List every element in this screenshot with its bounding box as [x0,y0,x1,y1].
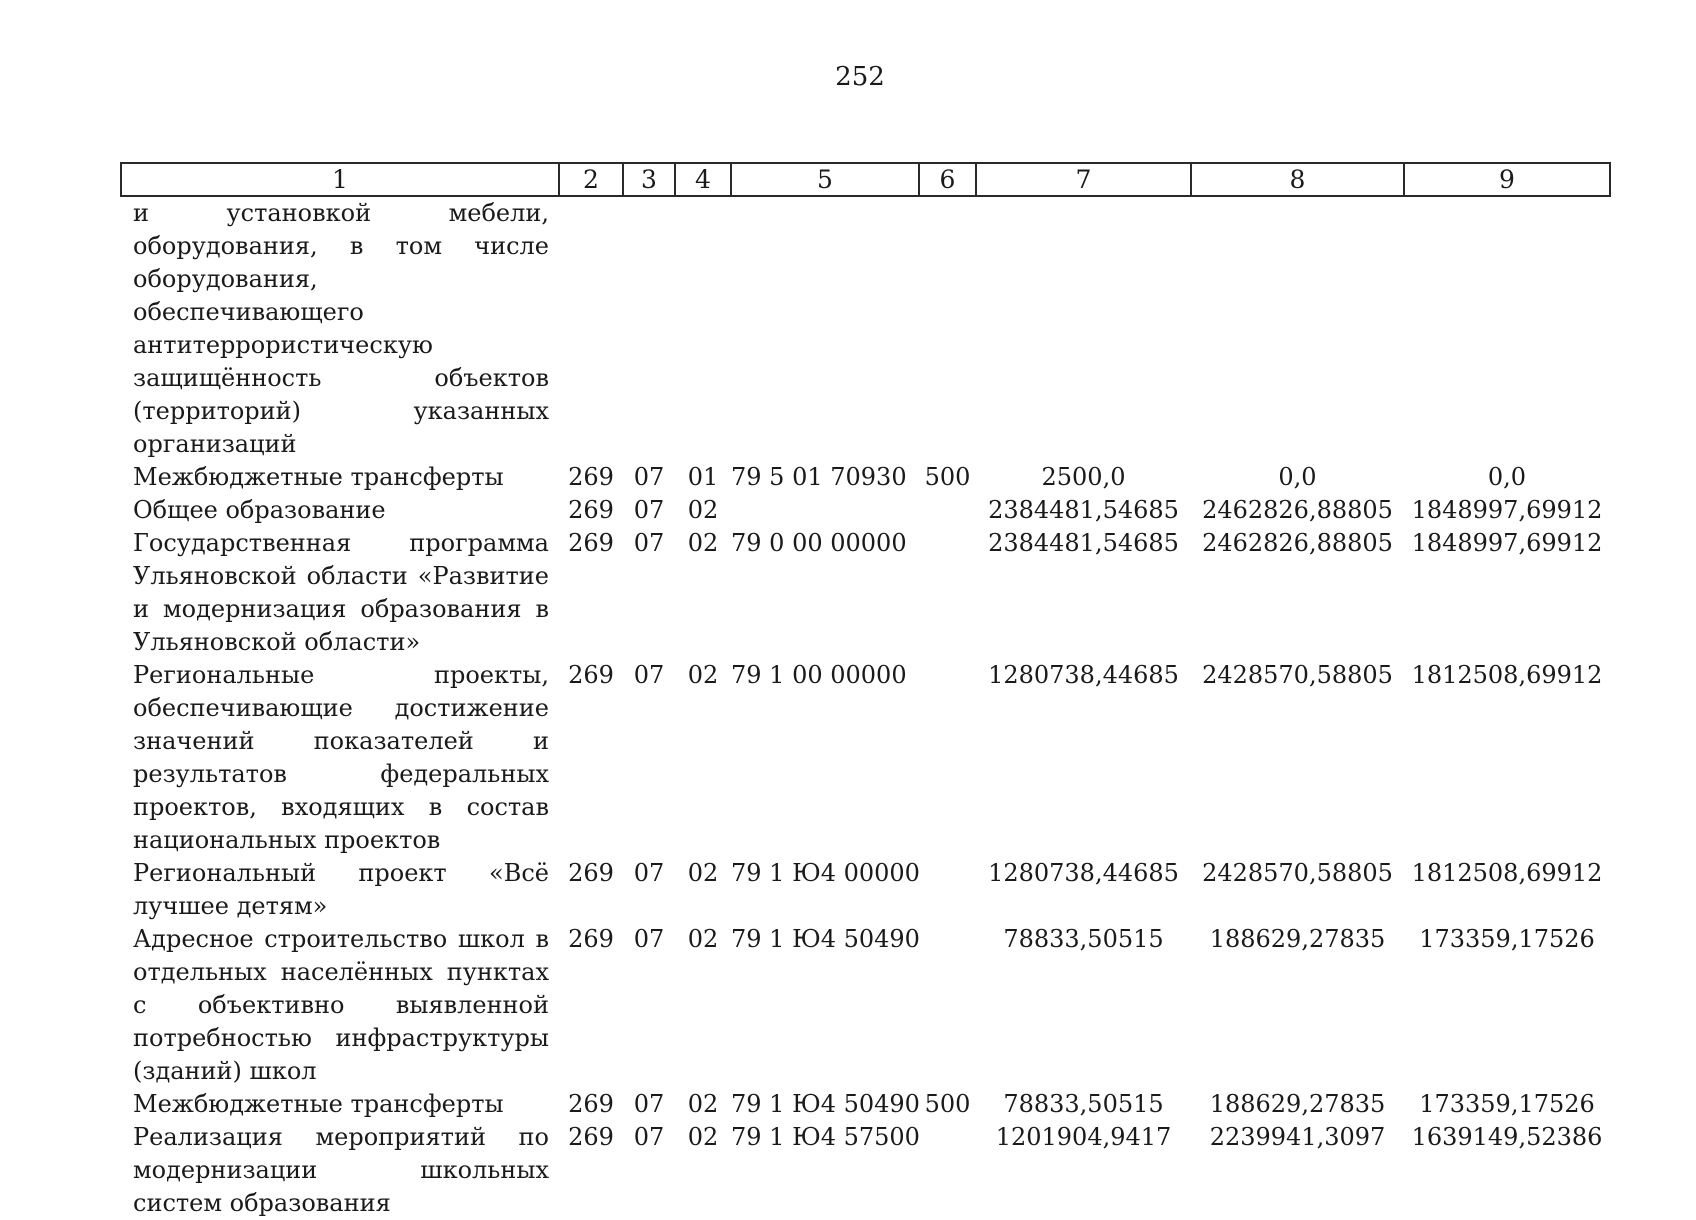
cell-expense-type [919,1121,976,1220]
cell-section [623,196,675,461]
table-row [121,1088,1610,1121]
cell-amount-9: 1848997,69912 [1411,496,1603,524]
cell-amount-9: 1812508,69912 [1411,661,1603,689]
cell-amount-8 [1191,196,1404,461]
table-row [121,196,1610,461]
row-name: Общее образование [133,496,386,524]
cell-chapter: 269 [568,496,614,524]
cell-amount-8: 2239941,3097 [1209,1123,1386,1151]
column-header-9: 9 [1404,163,1610,196]
table-row [121,923,1610,1088]
cell-amount-8: 2462826,88805 [1202,496,1393,524]
row-name: и установкой мебели, оборудования, в том числе оборудования, обеспечивающего антитеррористическую защищённость объектов (территорий) указанных организаций [133,199,549,458]
column-header-7: 7 [976,163,1191,196]
cell-target-code: 79 1 00 00000 [731,661,907,689]
table-row [121,494,1610,527]
budget-table [120,162,1611,1220]
cell-expense-type [919,527,976,659]
cell-amount-9: 173359,17526 [1419,925,1595,953]
column-header-5: 5 [731,163,919,196]
cell-amount-9: 0,0 [1487,463,1527,491]
cell-expense-type: 500 [924,1090,971,1118]
cell-chapter: 269 [568,661,614,689]
cell-subsection: 02 [687,859,719,887]
cell-target-code [731,196,919,461]
cell-subsection: 01 [687,463,719,491]
table-row [121,1121,1610,1220]
cell-section: 07 [633,925,665,953]
cell-amount-8: 2462826,88805 [1202,529,1393,557]
cell-chapter: 269 [568,529,614,557]
cell-amount-7: 1280738,44685 [988,661,1179,689]
cell-section: 07 [633,859,665,887]
cell-amount-7: 2384481,54685 [988,529,1179,557]
cell-chapter: 269 [568,1123,614,1151]
column-header-4: 4 [675,163,731,196]
cell-expense-type [919,494,976,527]
column-number-row [121,163,1610,196]
cell-chapter: 269 [568,925,614,953]
cell-amount-8: 2428570,58805 [1202,661,1393,689]
cell-amount-8: 2428570,58805 [1202,859,1393,887]
cell-amount-7 [976,196,1191,461]
cell-amount-8: 188629,27835 [1209,925,1386,953]
cell-target-code: 79 1 Ю4 57500 [731,1123,920,1151]
cell-amount-9: 1639149,52386 [1411,1123,1603,1151]
cell-amount-9: 1812508,69912 [1411,859,1603,887]
cell-amount-7: 78833,50515 [1003,1090,1164,1118]
cell-section: 07 [633,1090,665,1118]
row-name: Реализация мероприятий по модернизации школьных систем образования [133,1123,549,1217]
cell-amount-8: 0,0 [1278,463,1317,491]
column-header-2: 2 [559,163,623,196]
cell-section: 07 [633,529,665,557]
cell-amount-7: 78833,50515 [1003,925,1164,953]
cell-section: 07 [633,661,665,689]
cell-subsection: 02 [687,529,719,557]
cell-expense-type [919,659,976,857]
row-name: Межбюджетные трансферты [133,1090,504,1118]
cell-expense-type: 500 [924,463,971,491]
cell-amount-8: 188629,27835 [1209,1090,1386,1118]
cell-section: 07 [633,496,665,524]
cell-amount-7: 2384481,54685 [988,496,1179,524]
cell-expense-type [919,196,976,461]
cell-subsection: 02 [687,1090,719,1118]
cell-amount-7: 1201904,9417 [995,1123,1172,1151]
cell-target-code: 79 0 00 00000 [731,529,907,557]
column-header-6: 6 [919,163,976,196]
cell-amount-9: 173359,17526 [1419,1090,1595,1118]
cell-section: 07 [633,1123,665,1151]
row-name: Региональный проект «Всё лучшее детям» [133,859,549,920]
cell-amount-7: 1280738,44685 [988,859,1179,887]
cell-target-code: 79 5 01 70930 [731,463,907,491]
cell-amount-9: 1848997,69912 [1411,529,1603,557]
cell-target-code: 79 1 Ю4 00000 [731,859,920,887]
row-name: Региональные проекты, обеспечивающие достижение значений показателей и результатов федеральных проектов, входящих в состав национальных проектов [133,661,549,854]
cell-subsection: 02 [687,925,719,953]
table-row [121,659,1610,857]
cell-chapter [559,196,623,461]
cell-expense-type [919,857,976,923]
cell-target-code: 79 1 Ю4 50490 [731,925,920,953]
table-row [121,857,1610,923]
cell-section: 07 [633,463,665,491]
row-name: Государственная программа Ульяновской области «Развитие и модернизация образования в Ульяновской области» [133,529,549,656]
page-number: 252 [835,62,885,92]
column-header-3: 3 [623,163,675,196]
row-name: Межбюджетные трансферты [133,463,504,491]
cell-expense-type [919,923,976,1088]
column-header-8: 8 [1191,163,1404,196]
cell-subsection: 02 [687,496,719,524]
cell-chapter: 269 [568,859,614,887]
cell-target-code [731,494,919,527]
cell-amount-7: 2500,0 [1041,463,1126,491]
table-row [121,461,1610,494]
cell-amount-9 [1404,196,1610,461]
cell-subsection: 02 [687,661,719,689]
cell-subsection [675,196,731,461]
column-header-1: 1 [121,163,559,196]
cell-subsection: 02 [687,1123,719,1151]
cell-chapter: 269 [568,463,614,491]
cell-chapter: 269 [568,1090,614,1118]
cell-target-code: 79 1 Ю4 50490 [731,1090,920,1118]
table-row [121,527,1610,659]
row-name: Адресное строительство школ в отдельных населённых пунктах с объективно выявленной потребностью инфраструктуры (зданий) школ [133,925,549,1085]
